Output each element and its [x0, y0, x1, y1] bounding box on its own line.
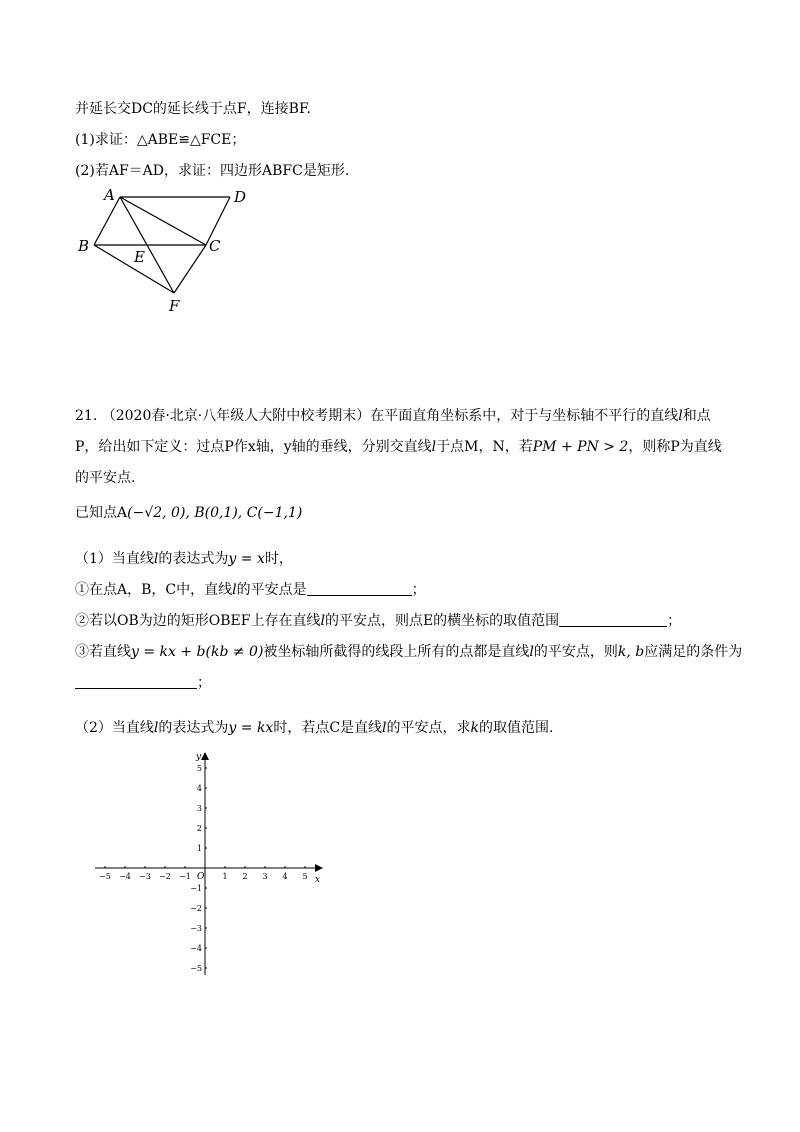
x-tick-label: −5 [99, 872, 111, 881]
y-tick-label: 4 [196, 784, 202, 793]
question2: （2）当直线l的表达式为y = kx时，若点C是直线l的平安点，求k的取值范围. [75, 720, 554, 736]
label-D: D [234, 188, 247, 206]
y-tick-label: −2 [190, 904, 202, 913]
condition-expr: PM + PN > 2 [532, 439, 629, 455]
x-tick-label: 5 [302, 872, 308, 881]
y-tick-label: 3 [196, 804, 202, 813]
label-E: E [134, 248, 145, 266]
y-tick-label: 2 [196, 824, 202, 833]
problem20-continuation: 并延长交DC的延长线于点F，连接BF. [75, 101, 311, 117]
label-C: C [209, 237, 221, 255]
x-tick-label: 2 [242, 872, 248, 881]
subquestion-2: ②若以OB为边的矩形OBEF上存在直线l的平安点，则点E的横坐标的取值范围 ； [75, 613, 682, 629]
subquestion-3: ③若直线y = kx + b(kb ≠ 0)被坐标轴所截得的线段上所有的点都是直线l的平安点，则k, b应满足的条件为 [75, 644, 743, 660]
x-tick-label: −4 [119, 872, 131, 881]
answer-blank-2 [559, 612, 667, 627]
y-tick-label: −4 [190, 944, 202, 953]
answer-blank-3 [75, 674, 197, 689]
problem-source: （2020春·北京·八年级人大附中校考期末） [101, 408, 371, 424]
label-B: B [78, 237, 90, 255]
subquestion-1: ①在点A，B，C中，直线l的平安点是 ； [75, 582, 426, 598]
y-tick-label: −5 [190, 964, 202, 973]
answer-blank-1 [307, 581, 412, 596]
x-tick-label: −1 [179, 872, 191, 881]
y-tick-label: 1 [196, 844, 202, 853]
problem20-part2: (2)若AF＝AD，求证：四边形ABFC是矩形. [75, 163, 350, 179]
problem21-line3: 的平安点. [75, 470, 136, 486]
known-points: 已知点A(−√2, 0), B(0,1), C(−1,1) [75, 505, 303, 521]
x-tick-label: 4 [282, 872, 288, 881]
problem20-part1: (1)求证：△ABE≌△FCE； [75, 132, 246, 148]
geometry-figure [70, 183, 270, 318]
y-tick-label: 5 [196, 764, 202, 773]
x-tick-label: 1 [222, 872, 228, 881]
x-axis-label: x [315, 875, 321, 885]
label-A: A [104, 186, 115, 204]
problem21-line2: P，给出如下定义：过点P作x轴，y轴的垂线，分别交直线l于点M，N，若PM + PN > 2，则称P为直线 [75, 439, 722, 455]
x-tick-label: 3 [262, 872, 268, 881]
y-tick-label: −3 [190, 924, 202, 933]
y-axis-label: y [196, 752, 202, 762]
problem-number: 21. [75, 408, 98, 424]
question1-intro: （1）当直线l的表达式为y = x时， [75, 551, 293, 567]
label-F: F [169, 297, 180, 315]
x-tick-label: −2 [159, 872, 171, 881]
problem21-line1: 21. （2020春·北京·八年级人大附中校考期末）在平面直角坐标系中，对于与坐标轴不平行的直线l和点 [75, 408, 711, 424]
x-tick-label: −3 [139, 872, 151, 881]
subquestion-3-answer: ； [75, 673, 211, 693]
coordinate-axes [90, 745, 330, 980]
origin-label: O [197, 872, 205, 882]
y-tick-label: −1 [190, 884, 202, 893]
